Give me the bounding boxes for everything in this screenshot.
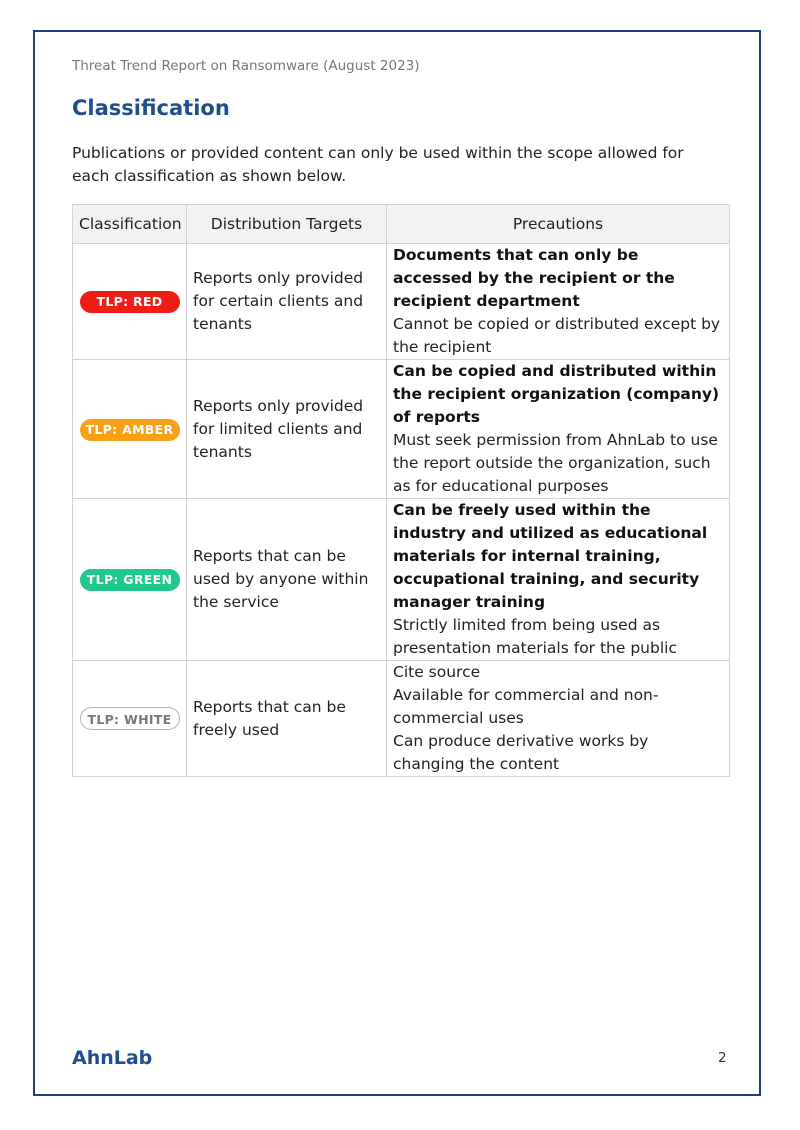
classification-cell — [73, 499, 187, 661]
precautions-cell — [387, 661, 730, 777]
precaution-text: Must seek permission from AhnLab to use the report outside the organization, such as for educational purposes — [393, 431, 718, 495]
precautions-cell — [387, 360, 730, 499]
precautions-cell — [387, 499, 730, 661]
tlp-classification-table — [72, 204, 730, 777]
precaution-text: Strictly limited from being used as presentation materials for the public — [393, 616, 677, 657]
precaution-heading: Can be copied and distributed within the recipient organization (company) of reports — [393, 362, 720, 426]
intro-paragraph: Publications or provided content can only be used within the scope allowed for each classification as shown below. — [72, 144, 684, 185]
header-precautions: Precautions — [387, 205, 730, 244]
table-row — [73, 499, 730, 661]
precaution-text: Available for commercial and non-commercial uses — [393, 686, 659, 727]
precautions-cell — [387, 244, 730, 360]
ahnlab-logo-text: AhnLab — [72, 1047, 152, 1069]
tlp-white-badge: TLP: WHITE — [80, 707, 180, 730]
table-row — [73, 244, 730, 360]
precaution-text: Cite source — [393, 663, 481, 681]
table-row — [73, 661, 730, 777]
distribution-targets-cell: Reports that can be used by anyone within the service — [187, 499, 387, 661]
classification-cell — [73, 661, 187, 777]
precaution-text: Cannot be copied or distributed except by the recipient — [393, 315, 721, 356]
classification-cell — [73, 244, 187, 360]
distribution-targets-cell: Reports that can be freely used — [187, 661, 387, 777]
precaution-heading: Can be freely used within the industry and utilized as educational materials for internal training, occupational training, and security manager training — [393, 501, 708, 611]
precaution-text: Can produce derivative works by changing the content — [393, 732, 649, 773]
table-header-row — [73, 205, 730, 244]
table-row — [73, 360, 730, 499]
running-header: Threat Trend Report on Ransomware (August 2023) — [72, 58, 420, 74]
distribution-targets-cell: Reports only provided for limited clients and tenants — [187, 360, 387, 499]
precaution-heading: Documents that can only be accessed by the recipient or the recipient department — [393, 246, 675, 310]
header-distribution-targets: Distribution Targets — [187, 205, 387, 244]
header-classification: Classification — [73, 205, 187, 244]
page-number: 2 — [718, 1050, 727, 1066]
tlp-amber-badge: TLP: AMBER — [80, 419, 180, 441]
tlp-green-badge: TLP: GREEN — [80, 569, 180, 591]
distribution-targets-cell: Reports only provided for certain clients and tenants — [187, 244, 387, 360]
classification-cell — [73, 360, 187, 499]
section-title: Classification — [72, 96, 230, 120]
ahnlab-logo — [72, 1044, 152, 1074]
tlp-red-badge: TLP: RED — [80, 291, 180, 313]
